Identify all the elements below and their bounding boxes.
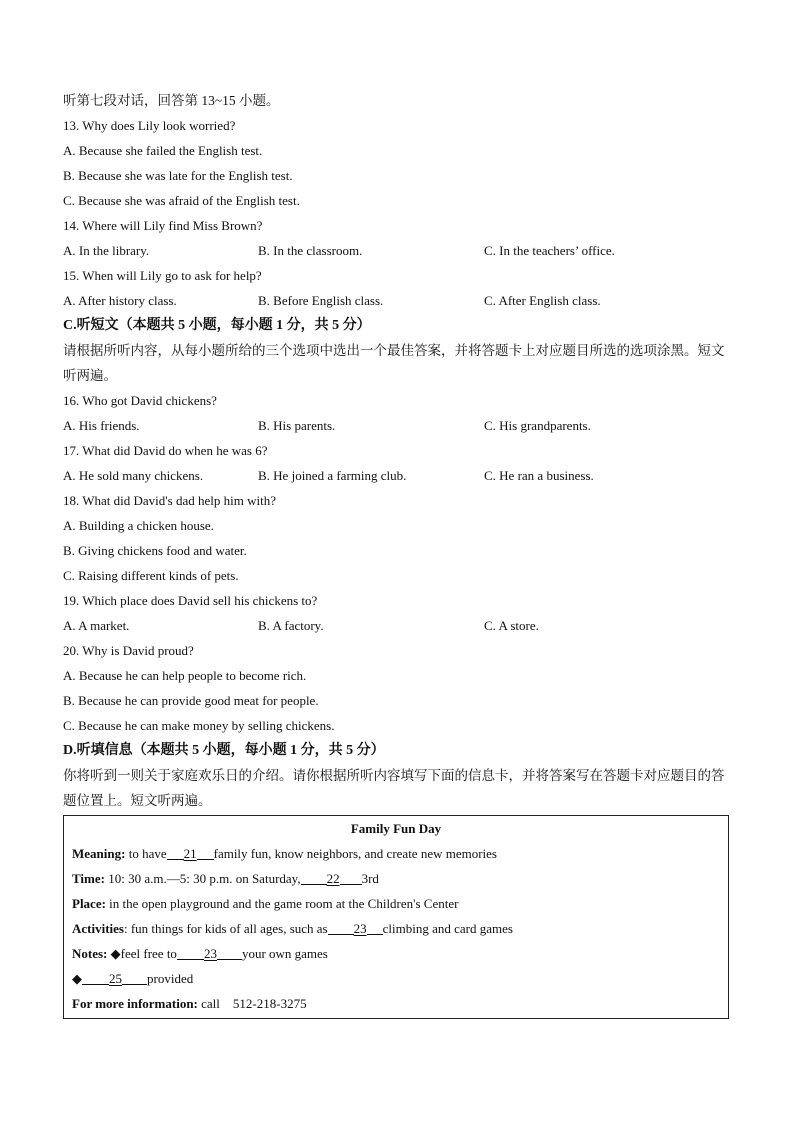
section-d-heading: D.听填信息（本题共 5 小题，每小题 1 分，共 5 分）	[63, 743, 385, 758]
meaning-post: family fun, know neighbors, and create new memories	[213, 846, 497, 861]
q14-option-a: A. In the library.	[63, 243, 150, 258]
place-text: in the open playground and the game room at the Children's Center	[105, 896, 459, 911]
question-18: 18. What did David's dad help him with?	[63, 493, 276, 508]
q17-options	[63, 463, 733, 488]
activities-label: Activities	[72, 921, 124, 936]
blank-22[interactable]: 22	[326, 871, 340, 886]
q20-option-a: A. Because he can help people to become rich.	[63, 668, 307, 683]
q13-option-a: A. Because she failed the English test.	[63, 143, 263, 158]
question-16: 16. Who got David chickens?	[63, 393, 217, 408]
q13-option-b: B. Because she was late for the English test.	[63, 168, 293, 183]
blank-23b-tail	[217, 946, 242, 960]
q19-option-c: C. A store.	[484, 618, 539, 633]
notes2-pre: ◆	[72, 971, 82, 986]
blank-21[interactable]: 21	[183, 846, 197, 861]
card-meaning-row	[64, 841, 728, 866]
q19-option-a: A. A market.	[63, 618, 130, 633]
blank-21-tail	[197, 846, 214, 860]
blank-25-tail	[122, 971, 147, 985]
card-place-row	[64, 891, 728, 916]
q18-option-c: C. Raising different kinds of pets.	[63, 568, 239, 583]
q20-option-b: B. Because he can provide good meat for people.	[63, 693, 319, 708]
blank-23b[interactable]: 23	[203, 946, 217, 961]
q14-option-c: C. In the teachers’ office.	[484, 243, 615, 258]
activities-post: climbing and card games	[382, 921, 513, 936]
question-13: 13. Why does Lily look worried?	[63, 118, 236, 133]
blank-23b-lead	[177, 946, 204, 960]
q17-option-a: A. He sold many chickens.	[63, 468, 204, 483]
q13-option-c: C. Because she was afraid of the English test.	[63, 193, 300, 208]
section-c-heading: C.听短文（本题共 5 小题，每小题 1 分，共 5 分）	[63, 318, 371, 333]
section-d-instruction: 你将听到一则关于家庭欢乐日的介绍。请你根据所听内容填写下面的信息卡，并将答案写在答题卡对应题目的答题位置上。短文听两遍。	[63, 768, 725, 808]
meaning-label: Meaning:	[72, 846, 126, 861]
blank-21-lead	[167, 846, 184, 860]
info-card	[63, 815, 729, 1019]
card-info-row	[64, 991, 728, 1016]
q19-options	[63, 613, 733, 638]
q16-option-c: C. His grandparents.	[484, 418, 591, 433]
question-17: 17. What did David do when he was 6?	[63, 443, 268, 458]
card-notes2-row	[64, 966, 728, 991]
card-activities-row	[64, 916, 728, 941]
q14-options	[63, 238, 733, 263]
activities-pre: : fun things for kids of all ages, such as	[123, 921, 328, 936]
q16-option-a: A. His friends.	[63, 418, 140, 433]
question-15: 15. When will Lily go to ask for help?	[63, 268, 262, 283]
time-label: Time:	[72, 871, 105, 886]
dialogue-7-intro: 听第七段对话，回答第 13~15 小题。	[63, 93, 280, 108]
place-label: Place:	[72, 896, 106, 911]
q17-option-b: B. He joined a farming club.	[258, 468, 407, 483]
time-post: 3rd	[361, 871, 379, 886]
blank-25-lead	[82, 971, 109, 985]
q19-option-b: B. A factory.	[258, 618, 324, 633]
notes-label: Notes:	[72, 946, 108, 961]
blank-23a-lead	[328, 921, 354, 935]
blank-22-lead	[301, 871, 327, 885]
q15-options	[63, 288, 733, 313]
question-20: 20. Why is David proud?	[63, 643, 194, 658]
question-19: 19. Which place does David sell his chickens to?	[63, 593, 318, 608]
q18-option-b: B. Giving chickens food and water.	[63, 543, 247, 558]
question-14: 14. Where will Lily find Miss Brown?	[63, 218, 263, 233]
q17-option-c: C. He ran a business.	[484, 468, 594, 483]
section-c-instruction: 请根据所听内容，从每小题所给的三个选项中选出一个最佳答案，并将答题卡上对应题目所选的选项涂黑。短文听两遍。	[63, 343, 725, 383]
q18-option-a: A. Building a chicken house.	[63, 518, 214, 533]
meaning-pre: to have	[125, 846, 167, 861]
q20-option-c: C. Because he can make money by selling chickens.	[63, 718, 335, 733]
blank-23a-tail	[367, 921, 383, 935]
q16-options	[63, 413, 733, 438]
notes2-post: provided	[147, 971, 194, 986]
card-notes-row	[64, 941, 728, 966]
info-label: For more information:	[72, 996, 198, 1011]
q15-option-b: B. Before English class.	[258, 293, 384, 308]
notes-post: your own games	[241, 946, 328, 961]
blank-23a[interactable]: 23	[353, 921, 367, 936]
blank-22-tail	[340, 871, 362, 885]
blank-25[interactable]: 25	[109, 971, 122, 986]
info-card-title: Family Fun Day	[350, 821, 442, 836]
time-pre: 10: 30 a.m.—5: 30 p.m. on Saturday,	[104, 871, 301, 886]
q16-option-b: B. His parents.	[258, 418, 336, 433]
card-time-row	[64, 866, 728, 891]
exam-page	[63, 88, 733, 1019]
info-text: call 512-218-3275	[197, 996, 307, 1011]
q15-option-a: A. After history class.	[63, 293, 177, 308]
q15-option-c: C. After English class.	[484, 293, 601, 308]
q14-option-b: B. In the classroom.	[258, 243, 363, 258]
notes-pre: ◆feel free to	[107, 946, 177, 961]
